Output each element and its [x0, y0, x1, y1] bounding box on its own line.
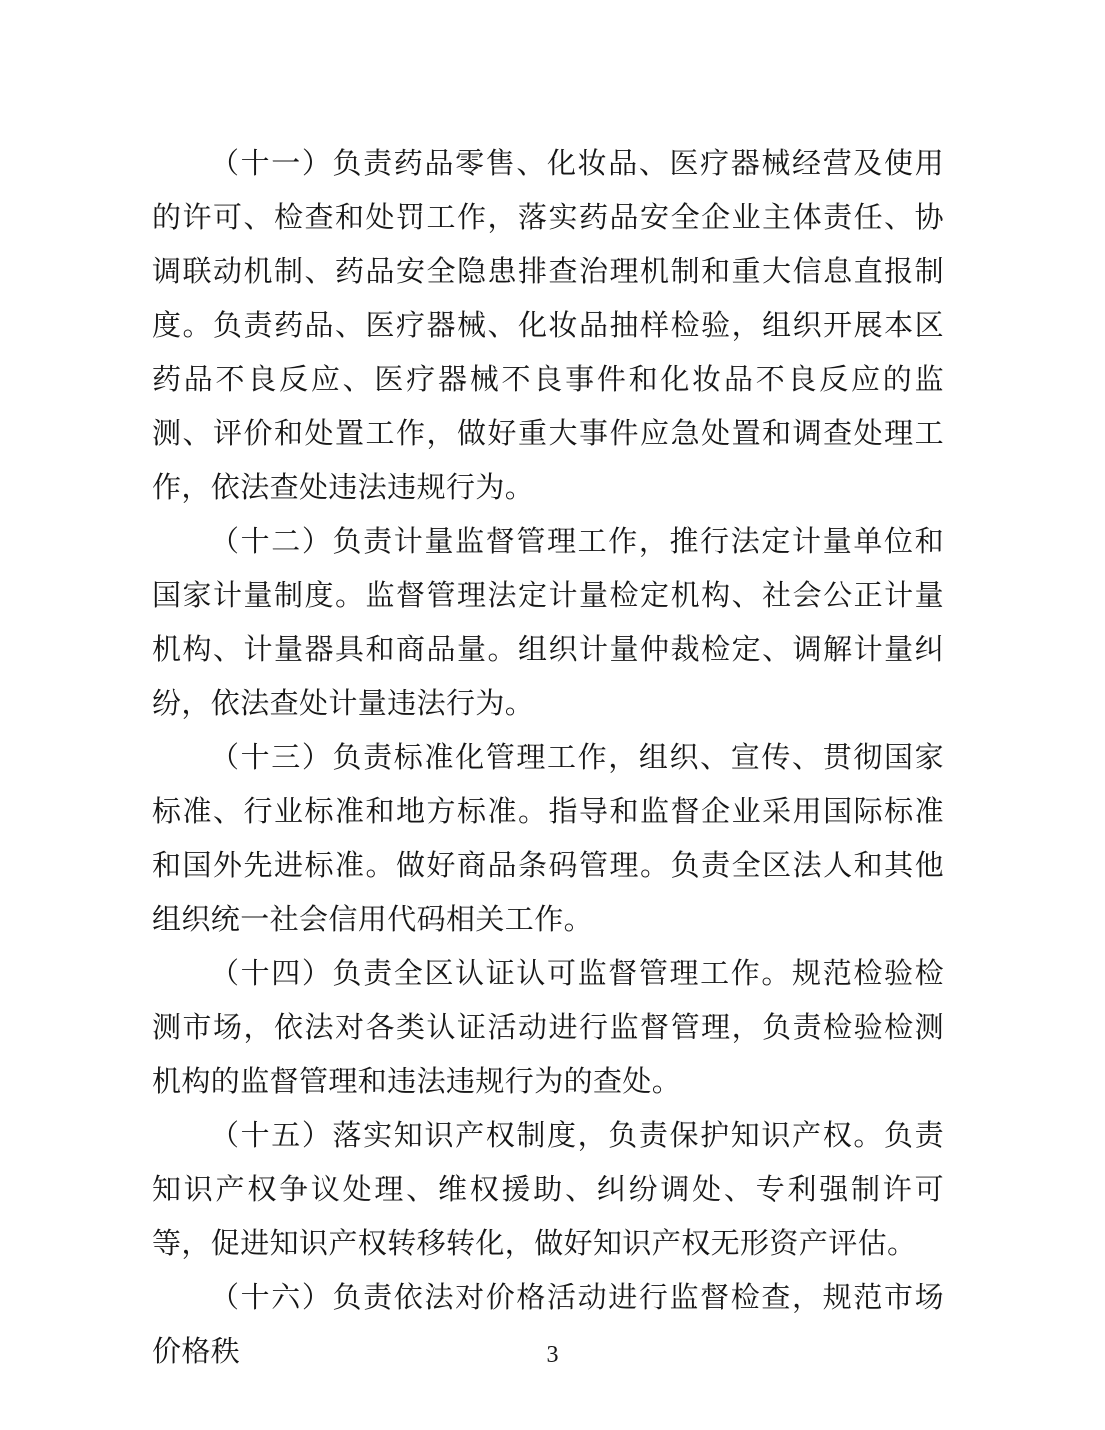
paragraph-item-15: （十五）落实知识产权制度，负责保护知识产权。负责知识产权争议处理、维权援助、纠纷调处、专利强制许可等，促进知识产权转移转化，做好知识产权无形资产评估。 [152, 1120, 944, 1260]
paragraph-item-11: （十一）负责药品零售、化妆品、医疗器械经营及使用的许可、检查和处罚工作，落实药品安全企业主体责任、协调联动机制、药品安全隐患排查治理机制和重大信息直报制度。负责药品、医疗器械、化妆品抽样检验，组织开展本区药品不良反应、医疗器械不良事件和化妆品不良反应的监测、评价和处置工作，做好重大事件应急处置和调查处理工作，依法查处违法违规行为。 [152, 148, 944, 504]
paragraph-item-12: （十二）负责计量监督管理工作，推行法定计量单位和国家计量制度。监督管理法定计量检定机构、社会公正计量机构、计量器具和商品量。组织计量仲裁检定、调解计量纠纷，依法查处计量违法行为。 [152, 526, 944, 720]
page-number: 3 [546, 1342, 559, 1368]
paragraph-item-16: （十六）负责依法对价格活动进行监督检查，规范市场价格秩 [152, 1282, 944, 1368]
paragraph-item-14: （十四）负责全区认证认可监督管理工作。规范检验检测市场，依法对各类认证活动进行监督管理，负责检验检测机构的监督管理和违法违规行为的查处。 [152, 958, 944, 1098]
document-body [152, 137, 944, 1379]
page-footer [0, 1340, 1105, 1370]
paragraph-item-13: （十三）负责标准化管理工作，组织、宣传、贯彻国家标准、行业标准和地方标准。指导和监督企业采用国际标准和国外先进标准。做好商品条码管理。负责全区法人和其他组织统一社会信用代码相关工作。 [152, 742, 944, 936]
